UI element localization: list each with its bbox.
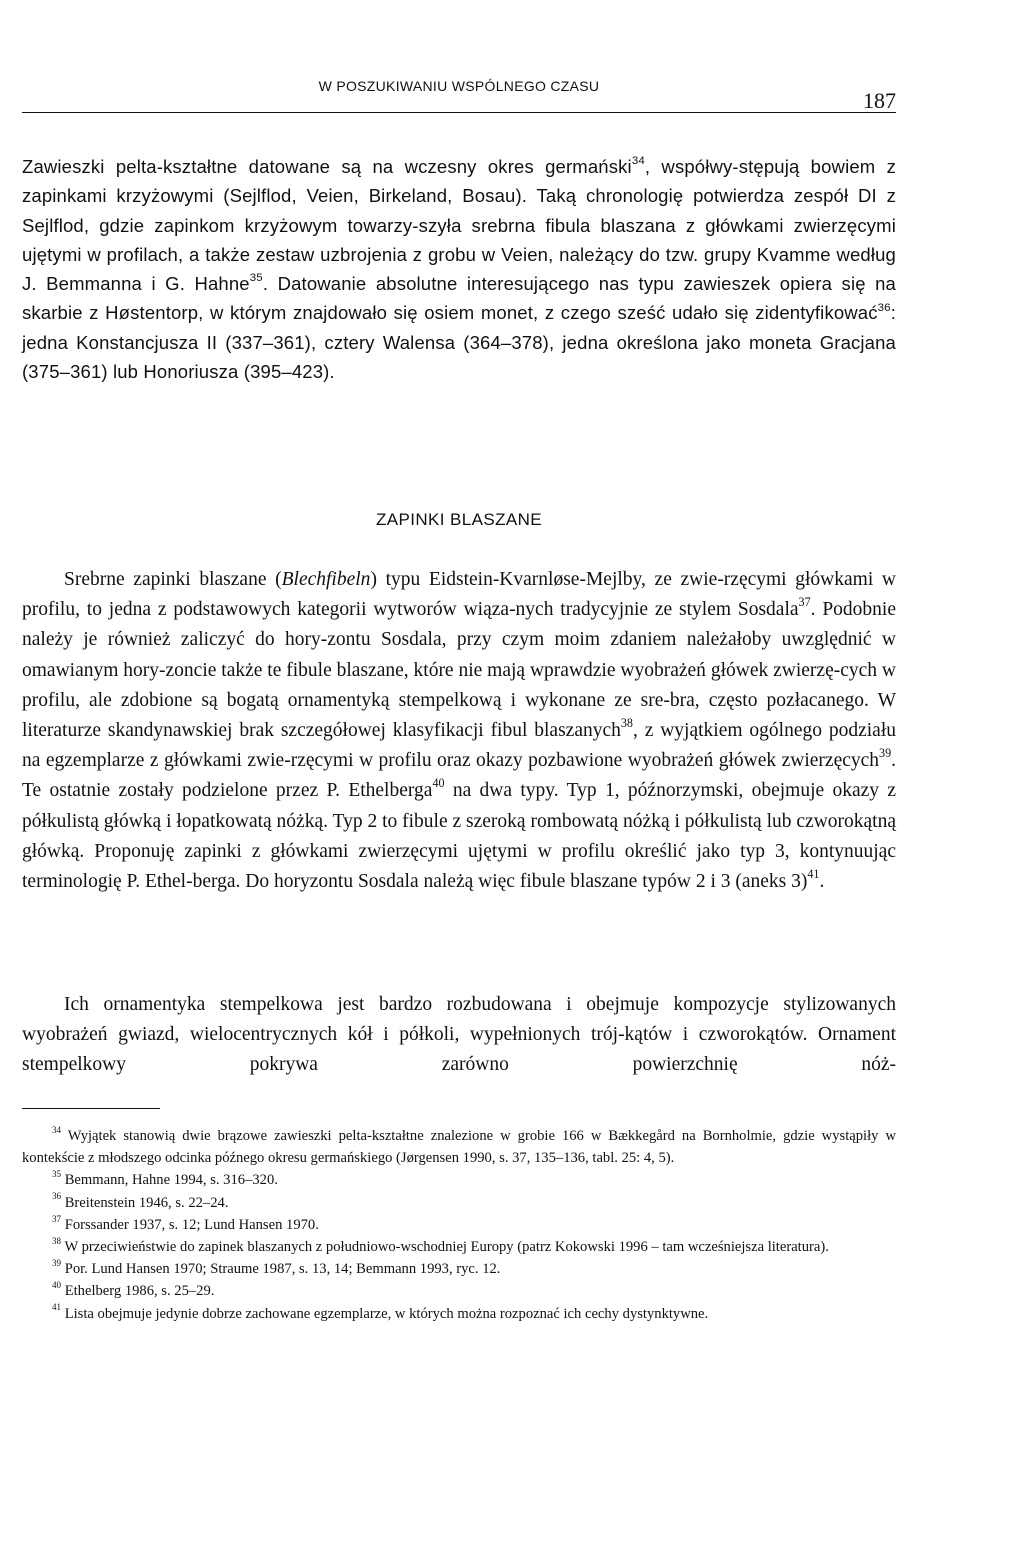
book-page bbox=[22, 0, 1002, 1556]
section-heading: ZAPINKI BLASZANE bbox=[375, 510, 543, 529]
footnote-text: Ethelberg 1986, s. 25–29. bbox=[64, 1283, 215, 1300]
footnote-ref-40[interactable]: 40 bbox=[432, 776, 445, 791]
footnote-number: 37 bbox=[52, 1213, 62, 1224]
paragraph-ornamentation bbox=[22, 990, 896, 1081]
text-run: . Te ostatnie zostały podzielone przez P. Ethelberga bbox=[22, 750, 896, 802]
footnote-ref-38[interactable]: 38 bbox=[620, 715, 633, 730]
footnote-number: 36 bbox=[52, 1191, 62, 1202]
footnote-ref-34[interactable]: 34 bbox=[631, 155, 645, 168]
footnote-37 bbox=[22, 1214, 896, 1236]
footnote-number: 35 bbox=[52, 1169, 62, 1180]
footnote-separator bbox=[22, 1108, 160, 1109]
text-run: . Podobnie należy je również zaliczyć do hory-zontu Sosdala, przy czym moim zdaniem należałoby uwzględnić w omawianym hory-zoncie także te fibule blaszane, które nie mają wprawdzie wyobrażeń główek zwierzę-cych w profilu, ale zdobione są bogatą ornamentyką stempelkową i wykonane ze sre-bra, często pozłacanego. W literaturze skandynawskiej brak szczegółowej klasyfikacji fibul blaszanych bbox=[22, 599, 896, 742]
text-run: Zawieszki pelta-kształtne datowane są na wczesny okres germański bbox=[22, 156, 632, 177]
italic-term: Blechfibeln bbox=[281, 569, 371, 590]
text-run: ) typu Eidstein-Kvarnløse-Mejlby, ze zwie-rzęcymi główkami w profilu, to jedna z podstawowych kategorii wytworów wiąza-nych tradycyjnie ze stylem Sosdala bbox=[22, 569, 896, 621]
footnote-number: 38 bbox=[52, 1235, 62, 1246]
paragraph-sheet-brooches bbox=[22, 565, 896, 897]
text-run: , współwy-stępują bowiem z zapinkami krzyżowymi (Sejlflod, Veien, Birkeland, Bosau). Taką chronologię potwierdza zespół DI z Sejlflod, gdzie zapinkom krzyżowym towarzy-szyła srebrna fibula blaszana z główkami zwierzęcymi ujętymi w profilach, a także zestaw uzbrojenia z grobu w Veien, należący do tzw. grupy Kvamme według J. Bemmanna i G. Hahne bbox=[22, 156, 896, 295]
footnote-text: Wyjątek stanowią dwie brązowe zawieszki pelta-kształtne znalezione w grobie 166 w Bækkegård na Bornholmie, gdzie wystąpiły w kontekście z młodszego odcinka późnego okresu germańskiego (Jørgensen 1990, s. 37, 135–136, tabl. 25: 4, 5). bbox=[22, 1128, 896, 1167]
footnote-41 bbox=[22, 1303, 896, 1325]
page-number: 187 bbox=[863, 88, 896, 113]
footnote-40 bbox=[22, 1280, 896, 1302]
running-header bbox=[22, 78, 896, 113]
footnote-text: Lista obejmuje jedynie dobrze zachowane egzemplarze, w których można rozpoznać ich cechy dystynktywne. bbox=[64, 1305, 709, 1322]
paragraph-pelta-pendants bbox=[22, 152, 896, 386]
footnote-39 bbox=[22, 1258, 896, 1280]
footnote-number: 41 bbox=[52, 1302, 62, 1313]
footnote-ref-36[interactable]: 36 bbox=[877, 301, 891, 314]
footnote-text: Forssander 1937, s. 12; Lund Hansen 1970. bbox=[64, 1216, 319, 1233]
text-run: , z wyjątkiem ogólnego podziału na egzemplarze z główkami zwie-rzęcymi w profilu oraz okazy pozbawione wyobrażeń główek zwierzęcych bbox=[22, 720, 896, 772]
footnote-ref-37[interactable]: 37 bbox=[798, 594, 811, 609]
footnote-38 bbox=[22, 1236, 896, 1258]
text-run: na dwa typy. Typ 1, późnorzymski, obejmuje okazy z półkulistą główką i łopatkowatą nóżką. Typ 2 to fibule z szeroką rombowatą nóżką i półkulistą lub czworokątną główką. Proponuję zapinki z główkami zwierzęcymi ujętymi w profilu określić jako typ 3, kontynuując terminologię P. Ethel-berga. Do horyzontu Sosdala należą więc fibule blaszane typów 2 i 3 (aneks 3) bbox=[22, 780, 897, 893]
footnote-text: Por. Lund Hansen 1970; Straume 1987, s. 13, 14; Bemmann 1993, ryc. 12. bbox=[64, 1261, 501, 1278]
text-run: : jedna Konstancjusza II (337–361), cztery Walensa (364–378), jedna określona jako moneta Gracjana (375–361) lub Honoriusza (395–423). bbox=[22, 302, 896, 383]
footnote-ref-41[interactable]: 41 bbox=[807, 866, 820, 881]
footnote-text: W przeciwieństwie do zapinek blaszanych z południowo-wschodniej Europy (patrz Kokowski 1996 – tam wcześniejsza literatura). bbox=[64, 1239, 829, 1256]
footnote-35 bbox=[22, 1169, 896, 1191]
text-run: . Datowanie absolutne interesującego nas typu zawieszek opiera się na skarbie z Høstentorp, w którym znajdowało się osiem monet, z czego sześć udało się zidentyfikować bbox=[22, 273, 896, 324]
footnotes bbox=[22, 1125, 896, 1325]
footnote-36 bbox=[22, 1192, 896, 1214]
footnote-number: 40 bbox=[52, 1280, 62, 1291]
footnote-ref-39[interactable]: 39 bbox=[879, 745, 892, 760]
footnote-number: 39 bbox=[52, 1258, 62, 1269]
footnote-text: Bemmann, Hahne 1994, s. 316–320. bbox=[64, 1172, 278, 1189]
footnote-text: Breitenstein 1946, s. 22–24. bbox=[64, 1194, 229, 1211]
text-run: Srebrne zapinki blaszane ( bbox=[64, 569, 282, 590]
footnote-34 bbox=[22, 1125, 896, 1169]
footnote-ref-35[interactable]: 35 bbox=[249, 272, 263, 285]
footnote-number: 34 bbox=[52, 1124, 62, 1135]
text-run: . bbox=[819, 871, 825, 893]
paragraph-text: Ich ornamentyka stempelkowa jest bardzo rozbudowana i obejmuje kompozycje stylizowanych wyobrażeń gwiazd, wielocentrycznych kół i półkoli, wypełnionych trój-kątów i czworokątów. Ornament stempelkowy pokrywa zarówno powierzchnię nóż- bbox=[22, 994, 896, 1076]
running-title: W POSZUKIWANIU WSPÓLNEGO CZASU bbox=[318, 78, 600, 94]
